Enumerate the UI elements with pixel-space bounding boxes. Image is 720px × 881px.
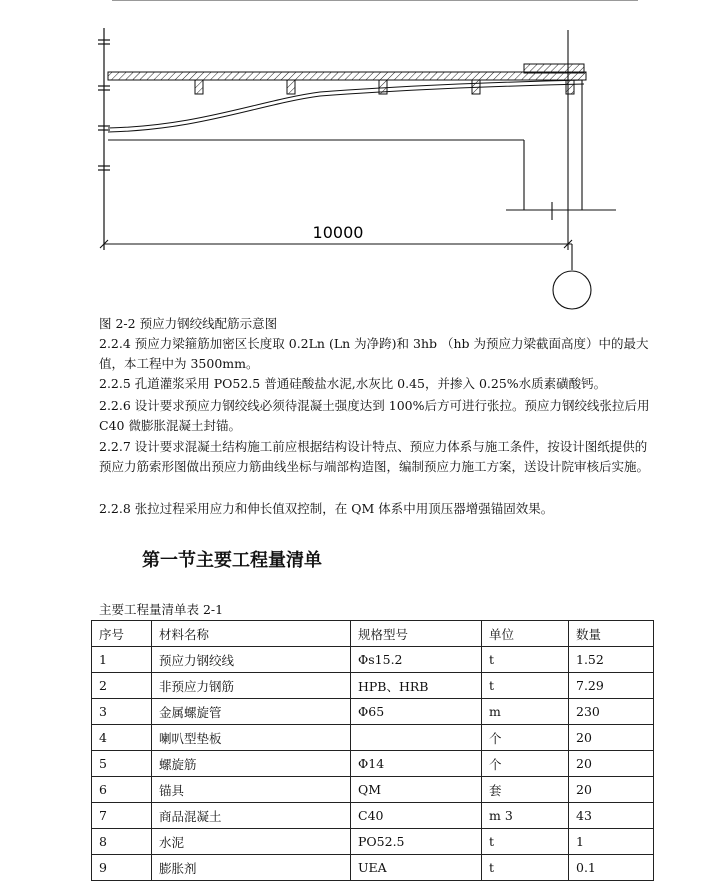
cell-quantity: 20: [569, 751, 654, 777]
beam-outline: [108, 30, 616, 250]
cell-quantity: 1.52: [569, 647, 654, 673]
table-row: [92, 647, 654, 673]
cell-spec: QM: [351, 777, 482, 803]
cell-index: 1: [92, 647, 152, 673]
cell-spec: HPB、HRB: [351, 673, 482, 699]
cell-quantity: 0.1: [569, 855, 654, 881]
table-row: [92, 699, 654, 725]
cell-material: 金属螺旋管: [152, 699, 351, 725]
cell-index: 3: [92, 699, 152, 725]
header-unit: 单位: [482, 621, 569, 647]
cell-unit: 个: [482, 751, 569, 777]
cell-material: 非预应力钢筋: [152, 673, 351, 699]
table-header-row: [92, 621, 654, 647]
cell-quantity: 20: [569, 777, 654, 803]
cell-spec: Φ65: [351, 699, 482, 725]
table-row: [92, 673, 654, 699]
header-quantity: 数量: [569, 621, 654, 647]
cell-material: 螺旋筋: [152, 751, 351, 777]
table-caption: 主要工程量清单表 2-1: [99, 602, 224, 617]
cell-material: 水泥: [152, 829, 351, 855]
cell-material: 商品混凝土: [152, 803, 351, 829]
cell-unit: 套: [482, 777, 569, 803]
cell-quantity: 1: [569, 829, 654, 855]
cell-unit: m 3: [482, 803, 569, 829]
table-row: [92, 829, 654, 855]
figure-caption: 图 2-2 预应力钢绞线配筋示意图: [99, 316, 278, 331]
table-row: [92, 725, 654, 751]
span-dimension: [100, 240, 591, 309]
cell-quantity: 7.29: [569, 673, 654, 699]
cell-index: 7: [92, 803, 152, 829]
paragraph-2-2-4: 2.2.4 预应力梁箍筋加密区长度取 0.2Ln (Ln 为净跨)和 3hb （hb 为预应力梁截面高度）中的最大值，本工程中为 3500mm。: [99, 336, 649, 371]
paragraph-2-2-7: 2.2.7 设计要求混凝土结构施工前应根据结构设计特点、预应力体系与施工条件，按设计图纸提供的预应力筋索形图做出预应力筋曲线坐标与端部构造图，编制预应力施工方案，送设计院审核后实施。: [99, 439, 650, 474]
slab-section: [108, 64, 586, 94]
table-row: [92, 751, 654, 777]
cell-spec: Φs15.2: [351, 647, 482, 673]
cell-index: 9: [92, 855, 152, 881]
cell-index: 5: [92, 751, 152, 777]
tendon-curve: [108, 80, 584, 132]
table-row: [92, 855, 654, 881]
cell-quantity: 43: [569, 803, 654, 829]
cell-unit: 个: [482, 725, 569, 751]
cell-quantity: 230: [569, 699, 654, 725]
paragraph-2-2-8: 2.2.8 张拉过程采用应力和伸长值双控制，在 QM 体系中用顶压器增强锚固效果。: [99, 501, 554, 516]
quantity-table: [91, 620, 654, 881]
cell-spec: PO52.5: [351, 829, 482, 855]
paragraph-2-2-5: 2.2.5 孔道灌浆采用 PO52.5 普通硅酸盐水泥,水灰比 0.45，并掺入 0.25%水质素磺酸钙。: [99, 376, 607, 391]
table-row: [92, 777, 654, 803]
cell-unit: t: [482, 855, 569, 881]
cell-material: 锚具: [152, 777, 351, 803]
header-spec: 规格型号: [351, 621, 482, 647]
cell-index: 4: [92, 725, 152, 751]
cell-index: 8: [92, 829, 152, 855]
prestressed-tendon-diagram: [0, 0, 720, 310]
cell-unit: t: [482, 829, 569, 855]
span-dimension-label: 10000: [312, 223, 364, 242]
cell-material: 预应力钢绞线: [152, 647, 351, 673]
cell-spec: UEA: [351, 855, 482, 881]
cell-unit: m: [482, 699, 569, 725]
paragraph-2-2-6: 2.2.6 设计要求预应力钢绞线必须待混凝土强度达到 100%后方可进行张拉。预应力钢绞线张拉后用 C40 微膨胀混凝土封锚。: [99, 398, 650, 433]
cell-spec: [351, 725, 482, 751]
cell-unit: t: [482, 673, 569, 699]
cell-index: 2: [92, 673, 152, 699]
header-index: 序号: [92, 621, 152, 647]
cell-quantity: 20: [569, 725, 654, 751]
cell-unit: t: [482, 647, 569, 673]
section-title: 第一节主要工程量清单: [142, 550, 322, 571]
table-row: [92, 803, 654, 829]
header-material: 材料名称: [152, 621, 351, 647]
cell-spec: C40: [351, 803, 482, 829]
cell-index: 6: [92, 777, 152, 803]
cell-material: 喇叭型垫板: [152, 725, 351, 751]
left-dimension-line: [98, 28, 110, 250]
cell-spec: Φ14: [351, 751, 482, 777]
cell-material: 膨胀剂: [152, 855, 351, 881]
